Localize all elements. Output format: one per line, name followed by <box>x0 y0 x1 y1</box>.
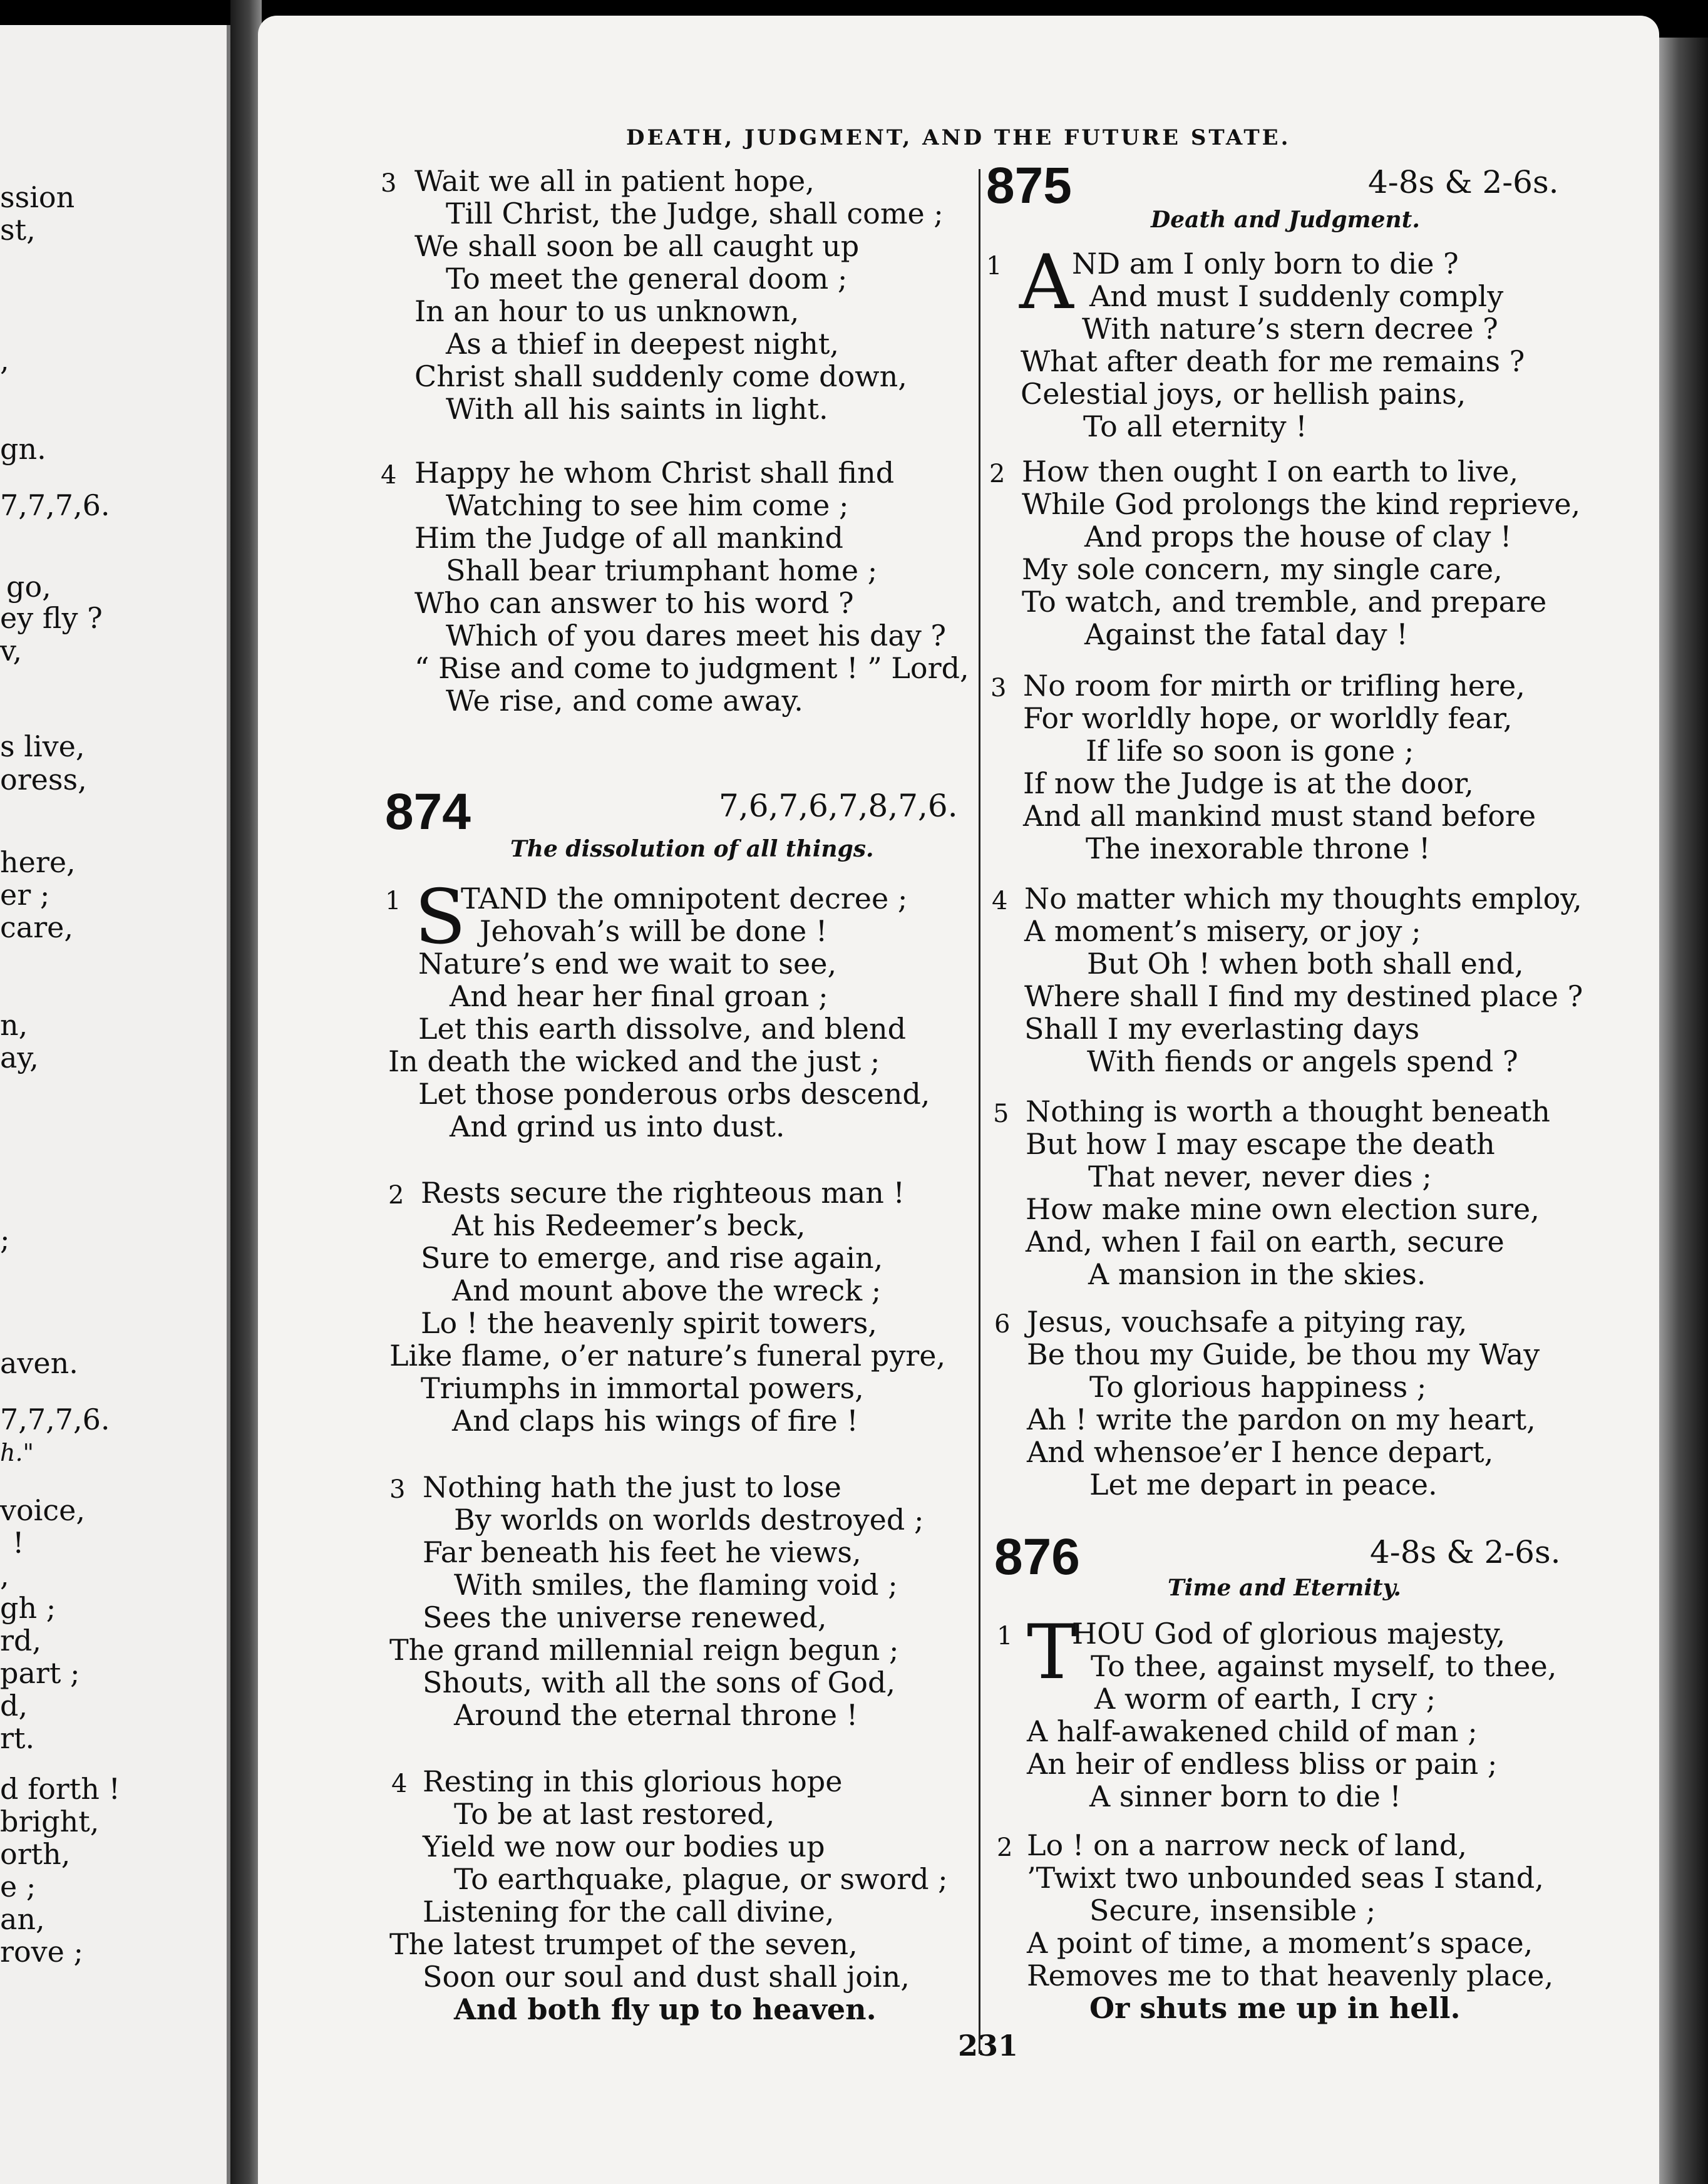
verse-number: 4 <box>992 887 1008 915</box>
verse-line: If now the Judge is at the door, <box>1023 766 1474 800</box>
verse-line: And props the house of clay ! <box>1084 520 1512 554</box>
verse-line: Triumphs in immortal powers, <box>421 1371 864 1405</box>
verse-number: 4 <box>391 1769 408 1798</box>
verse-line: And claps his wings of fire ! <box>452 1404 858 1438</box>
verse-number: 2 <box>997 1833 1013 1862</box>
verse-line: To watch, and tremble, and prepare <box>1022 585 1547 619</box>
verse-line: Sees the universe renewed, <box>423 1600 827 1634</box>
verse-line: But how I may escape the death <box>1026 1127 1495 1161</box>
left-page-fragment: rt. <box>0 1721 35 1755</box>
verse-line: While God prolongs the kind reprieve, <box>1022 487 1581 521</box>
verse-line: Which of you dares meet his day ? <box>446 619 947 652</box>
verse-line: Ah ! write the pardon on my heart, <box>1027 1403 1536 1436</box>
left-page-fragment: go, <box>6 570 51 604</box>
hymn-meter: 7,6,7,6,7,8,7,6. <box>719 788 958 824</box>
left-page-fragment: part ; <box>0 1656 80 1690</box>
verse-line: Be thou my Guide, be thou my Way <box>1027 1337 1540 1371</box>
verse-line: An heir of endless bliss or pain ; <box>1027 1747 1498 1781</box>
verse-line: To glorious happiness ; <box>1089 1370 1427 1404</box>
verse-number: 1 <box>997 1622 1013 1651</box>
verse-line: No room for mirth or trifling here, <box>1023 669 1525 703</box>
verse-line: Let this earth dissolve, and blend <box>418 1012 907 1046</box>
verse-line: The inexorable throne ! <box>1086 832 1431 865</box>
verse-line: How then ought I on earth to live, <box>1022 455 1519 488</box>
verse-line: In death the wicked and the just ; <box>388 1044 880 1078</box>
verse-line: HOU God of glorious majesty, <box>1072 1617 1506 1651</box>
verse-line: Against the fatal day ! <box>1084 617 1408 651</box>
left-page-fragment: bright, <box>0 1805 100 1838</box>
left-page-fragment: rove ; <box>0 1935 84 1969</box>
verse-line: And all mankind must stand before <box>1023 799 1536 833</box>
verse-line: Sure to emerge, and rise again, <box>421 1241 883 1275</box>
drop-capital: S <box>414 874 466 961</box>
left-page-fragment: e ; <box>0 1870 36 1903</box>
left-page-fragment: v, <box>0 634 23 667</box>
verse-line: At his Redeemer’s beck, <box>452 1208 806 1242</box>
verse-line: The grand millennial reign begun ; <box>389 1633 899 1667</box>
left-page-fragment: 7,7,7,6. <box>0 488 110 522</box>
verse-number: 2 <box>388 1181 404 1210</box>
left-page-fragment: gh ; <box>0 1591 56 1625</box>
verse-line: Watching to see him come ; <box>446 488 849 522</box>
verse-line: Christ shall suddenly come down, <box>414 359 907 393</box>
verse-line: And must I suddenly comply <box>1089 279 1504 313</box>
left-page-fragment: er ; <box>0 878 50 912</box>
verse-number: 3 <box>990 674 1007 703</box>
left-page-fragment: ay, <box>0 1041 39 1074</box>
verse-line: Jehovah’s will be done ! <box>480 914 828 948</box>
verse-line: Till Christ, the Judge, shall come ; <box>446 197 944 230</box>
page-edge <box>1659 38 1708 2184</box>
verse-line: Nothing is worth a thought beneath <box>1026 1095 1550 1128</box>
verse-line: Where shall I find my destined place ? <box>1024 979 1583 1013</box>
verse-line: As a thief in deepest night, <box>446 327 839 361</box>
hymn-title: Time and Eternity. <box>1168 1575 1401 1601</box>
verse-line: The latest trumpet of the seven, <box>389 1927 858 1961</box>
left-page-fragment: , <box>0 343 9 377</box>
verse-line: But Oh ! when both shall end, <box>1087 947 1524 981</box>
verse-line: And both fly up to heaven. <box>454 1992 877 2026</box>
running-header: DEATH, JUDGMENT, AND THE FUTURE STATE. <box>626 125 1291 150</box>
verse-line: And hear her final groan ; <box>450 979 828 1013</box>
verse-line: Yield we now our bodies up <box>423 1830 825 1863</box>
left-page-fragment: , <box>0 1558 9 1592</box>
verse-line: ND am I only born to die ? <box>1072 247 1459 281</box>
verse-line: Soon our soul and dust shall join, <box>423 1960 910 1994</box>
hymn-title: Death and Judgment. <box>1151 207 1420 233</box>
verse-line: That never, never dies ; <box>1088 1160 1432 1193</box>
verse-line: Celestial joys, or hellish pains, <box>1021 377 1466 411</box>
verse-line: Or shuts me up in hell. <box>1089 1991 1461 2025</box>
verse-line: With smiles, the flaming void ; <box>454 1568 898 1602</box>
verse-line: Lo ! the heavenly spirit towers, <box>421 1306 877 1340</box>
verse-line: Him the Judge of all mankind <box>414 521 843 555</box>
verse-line: How make mine own election sure, <box>1026 1192 1540 1226</box>
verse-line: Let me depart in peace. <box>1089 1468 1438 1502</box>
verse-line: Nothing hath the just to lose <box>423 1470 841 1504</box>
left-page <box>0 25 230 2184</box>
verse-line: Around the eternal throne ! <box>454 1698 858 1732</box>
verse-line: Shouts, with all the sons of God, <box>423 1666 896 1699</box>
verse-line: TAND the omnipotent decree ; <box>461 882 908 915</box>
verse-line: And, when I fail on earth, secure <box>1026 1225 1505 1259</box>
verse-number: 4 <box>381 461 397 490</box>
verse-number: 5 <box>993 1100 1009 1128</box>
verse-line: To earthquake, plague, or sword ; <box>454 1862 948 1896</box>
verse-line: And mount above the wreck ; <box>452 1274 882 1307</box>
verse-line: Let those ponderous orbs descend, <box>418 1077 930 1111</box>
verse-line: We rise, and come away. <box>446 684 803 718</box>
verse-line: A worm of earth, I cry ; <box>1094 1682 1436 1716</box>
left-page-fragment: care, <box>0 910 74 944</box>
verse-line: And grind us into dust. <box>450 1110 785 1143</box>
verse-line: Jesus, vouchsafe a pitying ray, <box>1027 1305 1468 1339</box>
verse-line: Shall I my everlasting days <box>1024 1012 1420 1046</box>
left-page-fragment: aven. <box>0 1346 78 1380</box>
left-page-fragment: ssion <box>0 180 75 214</box>
left-page-fragment: h." <box>0 1439 34 1466</box>
verse-line: To all eternity ! <box>1083 410 1307 443</box>
left-page-fragment: voice, <box>0 1493 86 1527</box>
verse-line: With nature’s stern decree ? <box>1082 312 1498 346</box>
verse-number: 3 <box>389 1475 406 1504</box>
hymn-title: The dissolution of all things. <box>510 836 874 862</box>
verse-line: Who can answer to his word ? <box>414 586 854 620</box>
verse-line: A sinner born to die ! <box>1089 1780 1401 1813</box>
left-page-fragment: rd, <box>0 1624 42 1657</box>
verse-line: Rests secure the righteous man ! <box>421 1176 905 1210</box>
verse-line: Nature’s end we wait to see, <box>418 947 837 981</box>
column-divider <box>979 169 980 2054</box>
verse-line: For worldly hope, or worldly fear, <box>1023 701 1513 735</box>
left-page-fragment: s live, <box>0 729 85 763</box>
verse-line: Listening for the call divine, <box>423 1895 835 1929</box>
drop-capital: A <box>1019 239 1074 326</box>
verse-number: 1 <box>986 252 1002 281</box>
verse-line: And whensoe’er I hence depart, <box>1027 1435 1494 1469</box>
hymn-number: 876 <box>994 1528 1080 1585</box>
left-page-fragment: n, <box>0 1008 28 1042</box>
left-page-fragment: here, <box>0 845 76 879</box>
verse-line: To thee, against myself, to thee, <box>1091 1649 1557 1683</box>
verse-line: Wait we all in patient hope, <box>414 164 815 198</box>
verse-line: Resting in this glorious hope <box>423 1764 843 1798</box>
verse-number: 6 <box>994 1310 1011 1339</box>
verse-line: With fiends or angels spend ? <box>1087 1044 1518 1078</box>
verse-line: In an hour to us unknown, <box>414 294 800 328</box>
hymn-number: 874 <box>385 783 471 840</box>
left-page-fragment: an, <box>0 1902 45 1936</box>
hymn-meter: 4-8s & 2-6s. <box>1370 1534 1561 1570</box>
verse-line: A point of time, a moment’s space, <box>1027 1926 1533 1960</box>
verse-line: To be at last restored, <box>454 1797 775 1831</box>
verse-line: Happy he whom Christ shall find <box>414 456 895 490</box>
verse-number: 3 <box>381 169 397 198</box>
verse-line: ’Twixt two unbounded seas I stand, <box>1027 1861 1544 1895</box>
left-page-fragment: st, <box>0 213 36 247</box>
verse-number: 1 <box>385 887 401 915</box>
verse-line: A mansion in the skies. <box>1088 1257 1426 1291</box>
hymn-number: 875 <box>986 157 1072 214</box>
drop-capital: T <box>1027 1609 1078 1696</box>
verse-line: My sole concern, my single care, <box>1022 552 1503 586</box>
verse-number: 2 <box>989 460 1006 488</box>
verse-line: What after death for me remains ? <box>1021 344 1525 378</box>
verse-line: A moment’s misery, or joy ; <box>1024 914 1421 948</box>
verse-line: Shall bear triumphant home ; <box>446 554 878 587</box>
left-page-fragment: d, <box>0 1689 28 1723</box>
hymn-meter: 4-8s & 2-6s. <box>1368 164 1559 200</box>
left-page-fragment: ! <box>13 1526 24 1560</box>
left-page-fragment: oress, <box>0 763 87 796</box>
left-page-fragment: gn. <box>0 432 46 466</box>
verse-line: A half-awakened child of man ; <box>1027 1714 1478 1748</box>
verse-line: We shall soon be all caught up <box>414 229 860 263</box>
verse-line: Removes me to that heavenly place, <box>1027 1959 1554 1992</box>
verse-line: “ Rise and come to judgment ! ” Lord, <box>414 651 969 685</box>
left-page-fragment: orth, <box>0 1837 71 1871</box>
verse-line: Secure, insensible ; <box>1089 1893 1376 1927</box>
verse-line: If life so soon is gone ; <box>1086 734 1414 768</box>
left-page-fragment: ; <box>0 1222 10 1256</box>
verse-line: Far beneath his feet he views, <box>423 1535 862 1569</box>
verse-line: Lo ! on a narrow neck of land, <box>1027 1828 1467 1862</box>
page-number: 231 <box>958 2029 1019 2063</box>
book-gutter <box>230 0 262 2184</box>
verse-line: By worlds on worlds destroyed ; <box>454 1503 924 1537</box>
left-page-fragment: ey fly ? <box>0 601 103 635</box>
verse-line: With all his saints in light. <box>446 392 828 426</box>
verse-line: No matter which my thoughts employ, <box>1024 882 1582 915</box>
verse-line: To meet the general doom ; <box>446 262 848 296</box>
left-page-fragment: 7,7,7,6. <box>0 1403 110 1436</box>
left-page-fragment: d forth ! <box>0 1772 120 1806</box>
verse-line: Like flame, o’er nature’s funeral pyre, <box>389 1339 946 1373</box>
